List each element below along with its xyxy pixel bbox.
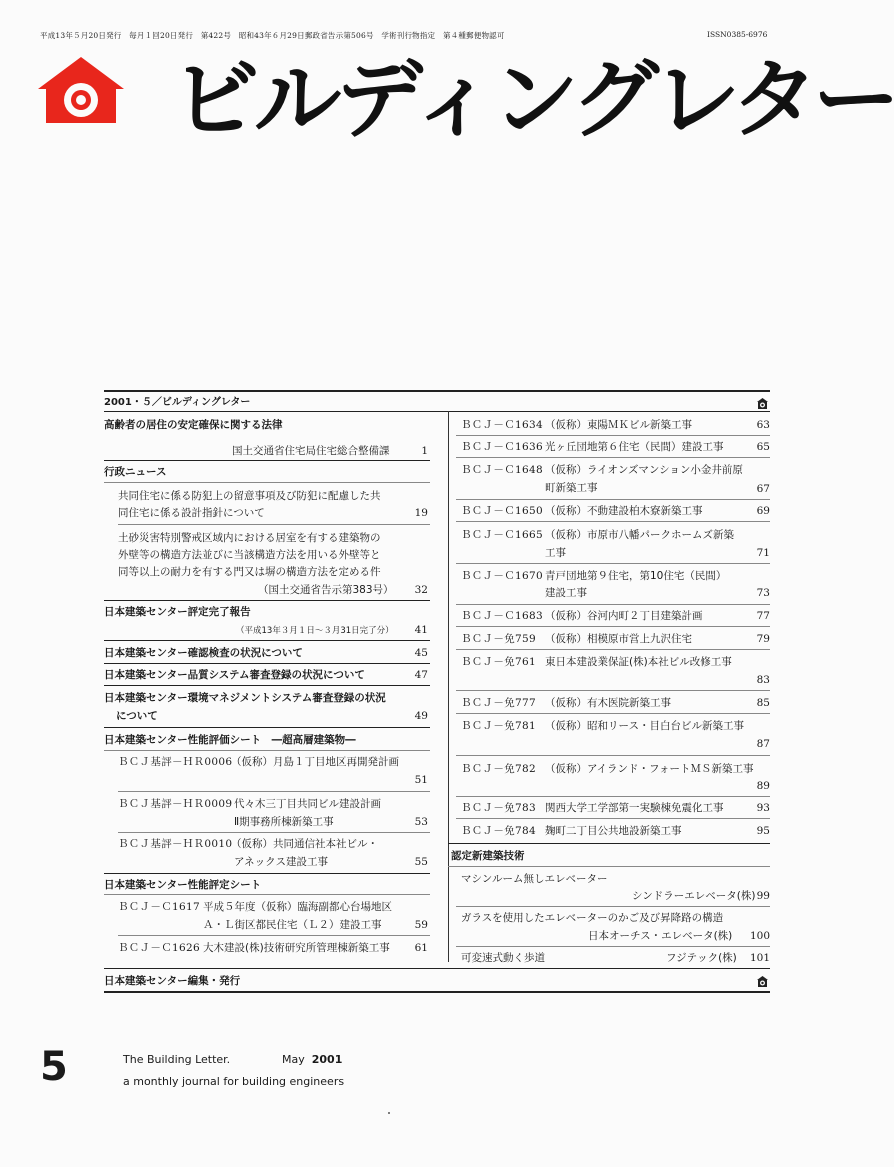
- entry-title: 代々木三丁目共同ビル建設計画: [234, 798, 381, 810]
- entry-title: Ａ・Ｌ街区都民住宅（Ｌ２）建設工事: [203, 919, 382, 931]
- entry-rule: [456, 818, 770, 819]
- entry-title: アネックス建設工事: [234, 856, 328, 868]
- section-title: 日本建築センター品質システム審査登録の状況について: [104, 669, 365, 681]
- english-month: May: [282, 1053, 305, 1066]
- page-number: 63: [756, 419, 770, 431]
- entry-title: （仮称）共同通信社本社ビル・: [231, 838, 378, 850]
- entry-title: （仮称）不動建設柏木寮新築工事: [545, 505, 703, 517]
- header-rule: [104, 411, 770, 412]
- english-year: 2001: [311, 1053, 343, 1066]
- small-house-icon: [757, 398, 768, 409]
- entry-rule: [456, 713, 770, 714]
- page-number: 65: [756, 441, 770, 453]
- entry-rule: [456, 755, 770, 756]
- page-number: 69: [756, 505, 770, 517]
- entry-title: 平成５年度（仮称）臨海副都心台場地区: [203, 901, 392, 913]
- entry-rule: [456, 626, 770, 627]
- editor-publisher: 日本建築センター編集・発行: [104, 975, 241, 987]
- entry-title: Ⅱ期事務所棟新築工事: [234, 816, 334, 828]
- section-author: 国土交通省住宅局住宅総合整備課: [232, 445, 390, 457]
- section-title: 高齢者の居住の安定確保に関する法律: [104, 419, 283, 431]
- publication-info: 平成13年５月20日発行 毎月１回20日発行 第422号 昭和43年６月29日郵政省告示第506号 学術刊行物指定 第４種郵便物認可: [40, 31, 505, 40]
- section-rule: [104, 750, 430, 751]
- section-rule: [104, 460, 430, 461]
- section-rule: [104, 727, 430, 728]
- tech-title: マシンルーム無しエレベーター: [461, 873, 608, 885]
- english-subtitle: a monthly journal for building engineers: [123, 1075, 345, 1088]
- article-line: （国土交通省告示第383号）: [258, 584, 394, 596]
- entry-rule: [456, 604, 770, 605]
- top-rule: [104, 390, 770, 392]
- entry-title: 大木建設(株)技術研究所管理棟新築工事: [203, 942, 390, 954]
- section-rule: [448, 866, 770, 867]
- tech-title: 可変速式動く歩道: [461, 952, 545, 964]
- page-number: 93: [756, 802, 770, 814]
- entry-title: 町新築工事: [545, 482, 598, 494]
- entry-title: （仮称）アイランド・フォートＭＳ新築工事: [545, 763, 754, 775]
- article-rule: [118, 524, 430, 525]
- entry-title: （仮称）有木医院新築工事: [545, 697, 671, 709]
- section-title: 日本建築センター確認検査の状況について: [104, 647, 303, 659]
- section-rule: [104, 482, 430, 483]
- issn-number: ISSN0385-6976: [707, 30, 768, 39]
- article-line: 土砂災害特別警戒区域内における居室を有する建築物の: [118, 532, 381, 544]
- entry-title: 関西大学工学部第一実験棟免震化工事: [545, 802, 724, 814]
- entry-code: ＢＣＪ－Ｃ1626: [118, 942, 200, 954]
- small-house-icon: [757, 976, 768, 987]
- page-number: 19: [414, 507, 428, 519]
- section-title: 認定新建築技術: [451, 850, 525, 862]
- entry-rule: [456, 499, 770, 500]
- section-rule: [104, 600, 430, 601]
- article-line: 共同住宅に係る防犯上の留意事項及び防犯に配慮した共: [118, 490, 381, 502]
- entry-code: ＢＣＪ－免784: [461, 825, 536, 837]
- entry-code: ＢＣＪ－Ｃ1636: [461, 441, 543, 453]
- section-title: 日本建築センター評定完了報告: [104, 606, 251, 618]
- article-line: 同等以上の耐力を有する門又は塀の構造方法を定める件: [118, 566, 381, 578]
- entry-rule: [456, 457, 770, 458]
- page-number: 61: [414, 942, 428, 954]
- entry-rule: [456, 649, 770, 650]
- footer-rule-top: [104, 968, 770, 969]
- tech-company: 日本オーチス・エレベータ(株): [588, 930, 733, 942]
- page-number: 67: [756, 483, 770, 495]
- entry-title: （仮称）ライオンズマンション小金井前原: [545, 464, 743, 476]
- entry-code: ＢＣＪ－Ｃ1665: [461, 529, 543, 541]
- entry-title: 工事: [545, 547, 566, 559]
- page-number: 45: [414, 647, 428, 659]
- issue-number: 5: [40, 1044, 68, 1090]
- tech-company: フジテック(株): [666, 952, 737, 964]
- page-number: 71: [756, 547, 770, 559]
- entry-title: （仮称）月島１丁目地区再開発計画: [231, 756, 399, 768]
- entry-code: ＢＣＪ－免777: [461, 697, 536, 709]
- header-issue-line: 2001・５／ビルディングレター: [104, 397, 251, 408]
- entry-code: ＢＣＪ－Ｃ1650: [461, 505, 543, 517]
- page-number: 85: [756, 697, 770, 709]
- entry-title: 東日本建設業保証(株)本社ビル改修工事: [545, 656, 732, 668]
- page-number: 41: [414, 624, 428, 636]
- section-rule: [104, 894, 430, 895]
- page-number: 53: [414, 816, 428, 828]
- entry-rule: [456, 946, 770, 947]
- section-title: 行政ニュース: [104, 466, 167, 478]
- page-number: 100: [749, 930, 770, 942]
- entry-title: 建設工事: [545, 587, 587, 599]
- entry-rule: [456, 796, 770, 797]
- footer-rule-bottom: [104, 991, 770, 993]
- page-number: 55: [414, 856, 428, 868]
- entry-rule: [456, 563, 770, 564]
- section-title: 日本建築センター性能評定シート: [104, 879, 262, 891]
- page-number: 101: [749, 952, 770, 964]
- entry-title: （仮称）谷河内町２丁目建築計画: [545, 610, 703, 622]
- section-title: 日本建築センター性能評価シート ―超高層建築物―: [104, 734, 356, 746]
- entry-title: 麹町二丁目公共地設新築工事: [545, 825, 682, 837]
- page-number: 99: [756, 890, 770, 902]
- tech-company: シンドラーエレベータ(株): [632, 890, 756, 902]
- entry-code: ＢＣＪ－免759: [461, 633, 536, 645]
- page-number: 77: [756, 610, 770, 622]
- entry-title: 青戸団地第９住宅，第10住宅（民間）: [545, 570, 727, 582]
- page-number: 79: [756, 633, 770, 645]
- section-rule: [104, 640, 430, 641]
- entry-rule: [456, 435, 770, 436]
- entry-code: ＢＣＪ－免761: [461, 656, 536, 668]
- entry-rule: [456, 906, 770, 907]
- page-number: 95: [756, 825, 770, 837]
- page-number: 47: [414, 669, 428, 681]
- entry-title: （仮称）東陽ＭＫビル新築工事: [545, 419, 692, 431]
- entry-rule: [456, 521, 770, 522]
- english-date: [282, 1053, 342, 1066]
- section-rule: [104, 663, 430, 664]
- entry-title: （仮称）昭和リース・目白台ビル新築工事: [545, 720, 744, 732]
- column-divider: [448, 411, 449, 962]
- entry-code: ＢＣＪ基評－ＨＲ0006: [118, 756, 233, 768]
- entry-code: ＢＣＪ基評－ＨＲ0009: [118, 798, 233, 810]
- section-rule: [448, 843, 770, 844]
- page-number: 49: [414, 710, 428, 722]
- entry-title: （仮称）市原市八幡パークホームズ新築: [545, 529, 734, 541]
- page-number: 59: [414, 919, 428, 931]
- magazine-title: ビルディングレター: [172, 50, 894, 150]
- section-rule: [104, 685, 430, 686]
- print-speck: [388, 1112, 390, 1114]
- entry-code: ＢＣＪ－Ｃ1634: [461, 419, 543, 431]
- page-number: 89: [756, 780, 770, 792]
- entry-code: ＢＣＪ基評－ＨＲ0010: [118, 838, 233, 850]
- page-number: 83: [756, 674, 770, 686]
- entry-code: ＢＣＪ－Ｃ1648: [461, 464, 543, 476]
- entry-rule: [456, 690, 770, 691]
- entry-title: （仮称）相模原市営上九沢住宅: [545, 633, 692, 645]
- page-number: 32: [414, 584, 428, 596]
- entry-code: ＢＣＪ－免782: [461, 763, 536, 775]
- entry-code: ＢＣＪ－免783: [461, 802, 536, 814]
- section-title: 日本建築センター環境マネジメントシステム審査登録の状況: [104, 692, 386, 704]
- tech-title: ガラスを使用したエレベーターのかご及び昇降路の構造: [461, 912, 724, 924]
- entry-code: ＢＣＪ－Ｃ1617: [118, 901, 200, 913]
- entry-code: ＢＣＪ－免781: [461, 720, 536, 732]
- entry-rule: [118, 935, 430, 936]
- section-subtitle: （平成13年３月１日～３月31日完了分）: [236, 626, 394, 636]
- article-line: 外壁等の構造方法並びに当該構造方法を用いる外壁等と: [118, 549, 381, 561]
- entry-title: 光ヶ丘団地第６住宅（民間）建設工事: [545, 441, 724, 453]
- building-center-logo-icon: [38, 57, 124, 123]
- page-number: 1: [421, 445, 428, 457]
- english-title: The Building Letter.: [123, 1053, 231, 1066]
- page-number: 87: [756, 738, 770, 750]
- section-title: について: [116, 710, 158, 722]
- entry-rule: [118, 791, 430, 792]
- page-number: 51: [414, 774, 428, 786]
- section-rule: [104, 873, 430, 874]
- entry-rule: [118, 832, 430, 833]
- entry-code: ＢＣＪ－Ｃ1670: [461, 570, 543, 582]
- page-number: 73: [756, 587, 770, 599]
- article-line: 同住宅に係る設計指針について: [118, 507, 265, 519]
- entry-code: ＢＣＪ－Ｃ1683: [461, 610, 543, 622]
